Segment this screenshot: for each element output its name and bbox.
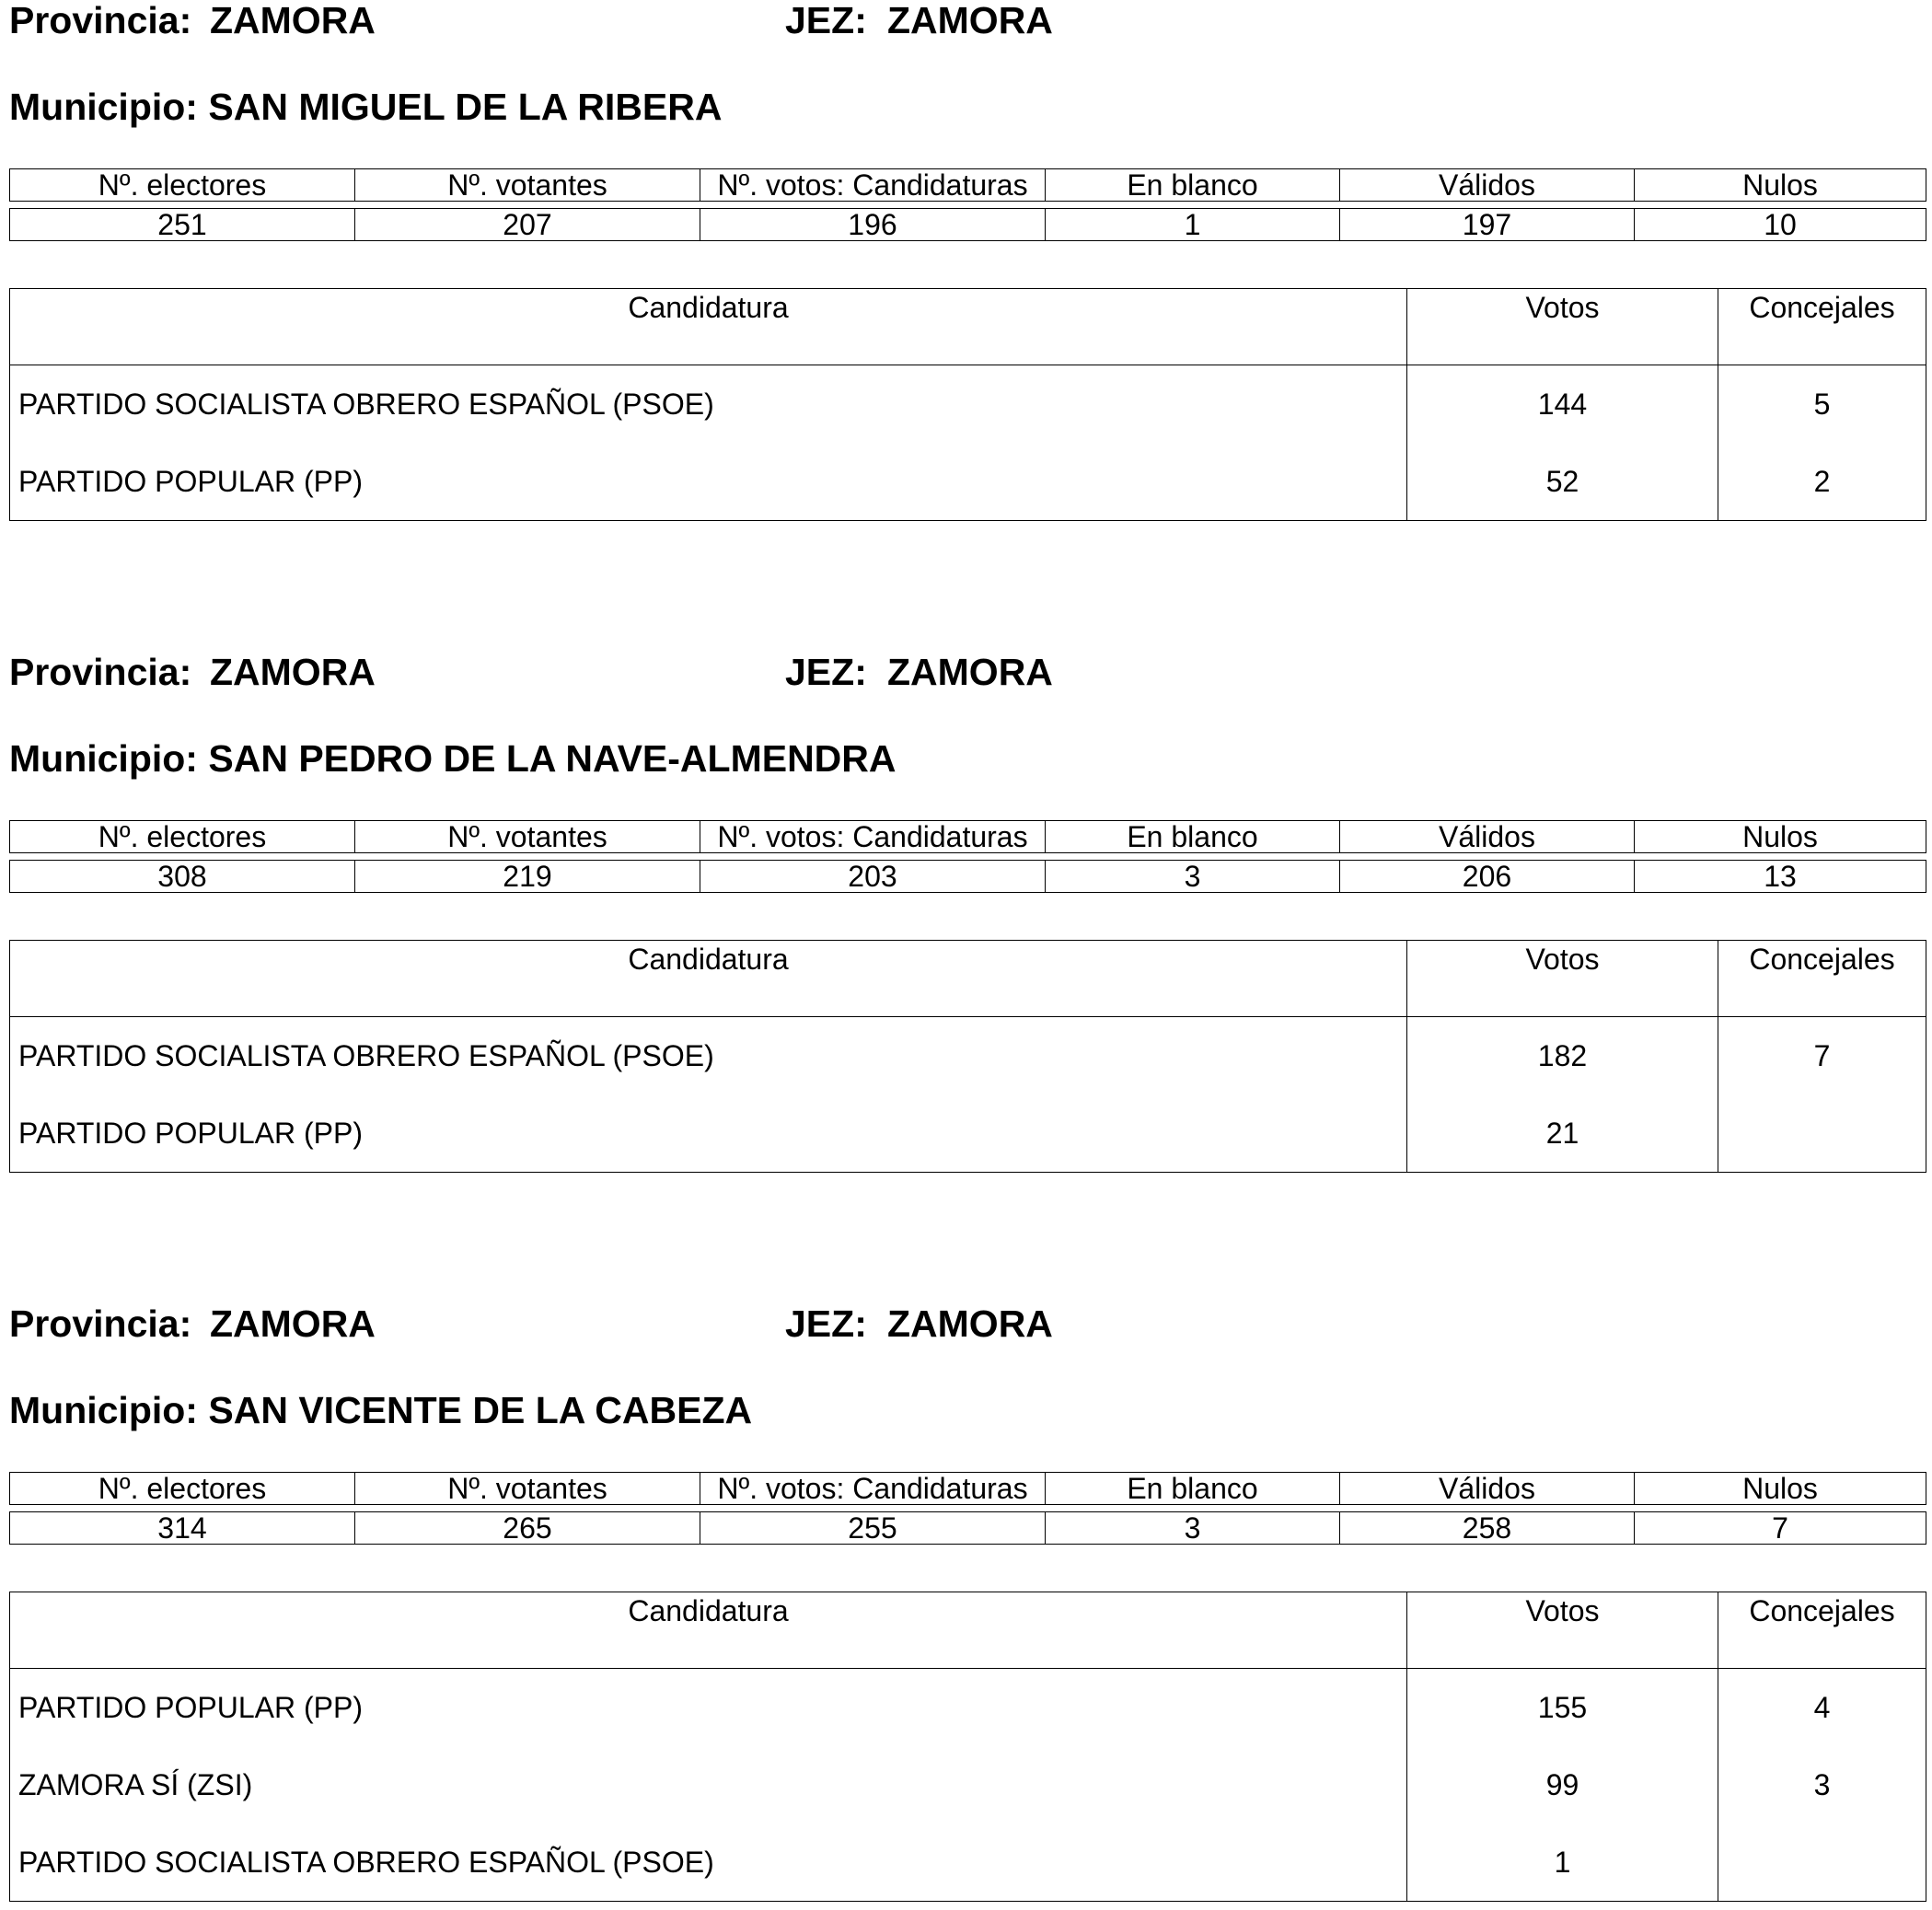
candidaturas-table	[9, 940, 1926, 1173]
value-votantes: 219	[355, 861, 700, 893]
candidatura-concejales	[1718, 1094, 1926, 1173]
table-row	[10, 443, 1926, 521]
candidaturas-table	[9, 1592, 1926, 1902]
candidatura-concejales: 3	[1718, 1746, 1926, 1823]
value-votantes: 265	[355, 1512, 700, 1545]
header-votos-candidaturas: Nº. votos: Candidaturas	[700, 169, 1046, 202]
candidatura-name: ZAMORA SÍ (ZSI)	[10, 1746, 1407, 1823]
candidatura-name: PARTIDO POPULAR (PP)	[10, 1669, 1407, 1747]
value-validos: 258	[1340, 1512, 1635, 1545]
value-en-blanco: 3	[1046, 861, 1340, 893]
value-electores: 308	[10, 861, 355, 893]
provincia-label: Provincia:	[9, 1302, 192, 1345]
stats-values-table	[9, 1511, 1926, 1545]
candidatura-name: PARTIDO SOCIALISTA OBRERO ESPAÑOL (PSOE)	[10, 1823, 1407, 1902]
municipio-value: SAN VICENTE DE LA CABEZA	[208, 1389, 753, 1431]
jez-label: JEZ:	[785, 1302, 867, 1345]
header-en-blanco: En blanco	[1046, 1473, 1340, 1505]
jez-value: ZAMORA	[887, 0, 1053, 41]
value-nulos: 7	[1635, 1512, 1926, 1545]
candidatura-votos: 144	[1407, 365, 1718, 444]
header-nulos: Nulos	[1635, 169, 1926, 202]
candidatura-concejales: 7	[1718, 1017, 1926, 1095]
stats-header-table	[9, 820, 1926, 853]
table-row	[10, 1823, 1926, 1902]
municipality-section	[0, 0, 1932, 644]
jez-value: ZAMORA	[887, 651, 1053, 693]
header-candidatura: Candidatura	[10, 941, 1407, 1017]
header-votantes: Nº. votantes	[355, 169, 700, 202]
header-votantes: Nº. votantes	[355, 821, 700, 853]
header-en-blanco: En blanco	[1046, 169, 1340, 202]
value-votos-candidaturas: 203	[700, 861, 1046, 893]
value-en-blanco: 1	[1046, 209, 1340, 241]
header-votos: Votos	[1407, 289, 1718, 365]
provincia-value: ZAMORA	[210, 651, 376, 693]
value-electores: 314	[10, 1512, 355, 1545]
table-row	[10, 1017, 1926, 1095]
header-en-blanco: En blanco	[1046, 821, 1340, 853]
candidatura-votos: 21	[1407, 1094, 1718, 1173]
header-electores: Nº. electores	[10, 1473, 355, 1505]
municipio-label: Municipio:	[9, 86, 198, 128]
candidatura-concejales: 2	[1718, 443, 1926, 521]
header-votos-candidaturas: Nº. votos: Candidaturas	[700, 821, 1046, 853]
municipality-section	[0, 1303, 1932, 1910]
stats-header-table	[9, 168, 1926, 202]
candidatura-name: PARTIDO POPULAR (PP)	[10, 1094, 1407, 1173]
value-en-blanco: 3	[1046, 1512, 1340, 1545]
table-row	[10, 1094, 1926, 1173]
value-nulos: 13	[1635, 861, 1926, 893]
value-validos: 197	[1340, 209, 1635, 241]
stats-header-table	[9, 1472, 1926, 1505]
value-votos-candidaturas: 255	[700, 1512, 1046, 1545]
jez-value: ZAMORA	[887, 1302, 1053, 1345]
value-nulos: 10	[1635, 209, 1926, 241]
candidatura-votos: 99	[1407, 1746, 1718, 1823]
provincia-label: Provincia:	[9, 0, 192, 41]
header-validos: Válidos	[1340, 821, 1635, 853]
header-electores: Nº. electores	[10, 821, 355, 853]
header-nulos: Nulos	[1635, 1473, 1926, 1505]
municipality-section	[0, 652, 1932, 1296]
header-concejales: Concejales	[1718, 1592, 1926, 1669]
table-row	[10, 1669, 1926, 1747]
municipio-title	[9, 88, 722, 126]
header-candidatura: Candidatura	[10, 1592, 1407, 1669]
candidatura-name: PARTIDO POPULAR (PP)	[10, 443, 1407, 521]
table-row	[10, 365, 1926, 444]
candidatura-name: PARTIDO SOCIALISTA OBRERO ESPAÑOL (PSOE)	[10, 1017, 1407, 1095]
value-votantes: 207	[355, 209, 700, 241]
municipio-title	[9, 737, 897, 780]
candidatura-votos: 1	[1407, 1823, 1718, 1902]
candidaturas-table	[9, 288, 1926, 521]
header-votantes: Nº. votantes	[355, 1473, 700, 1505]
value-votos-candidaturas: 196	[700, 209, 1046, 241]
header-nulos: Nulos	[1635, 821, 1926, 853]
provincia-label: Provincia:	[9, 651, 192, 693]
candidatura-votos: 52	[1407, 443, 1718, 521]
stats-values-table	[9, 860, 1926, 893]
municipio-value: SAN PEDRO DE LA NAVE-ALMENDRA	[208, 737, 897, 780]
header-concejales: Concejales	[1718, 289, 1926, 365]
header-validos: Válidos	[1340, 1473, 1635, 1505]
header-candidatura: Candidatura	[10, 289, 1407, 365]
candidatura-name: PARTIDO SOCIALISTA OBRERO ESPAÑOL (PSOE)	[10, 365, 1407, 444]
candidatura-concejales: 5	[1718, 365, 1926, 444]
header-votos: Votos	[1407, 941, 1718, 1017]
municipio-label: Municipio:	[9, 737, 198, 780]
value-electores: 251	[10, 209, 355, 241]
value-validos: 206	[1340, 861, 1635, 893]
jez-label: JEZ:	[785, 0, 867, 41]
candidatura-concejales	[1718, 1823, 1926, 1902]
header-votos-candidaturas: Nº. votos: Candidaturas	[700, 1473, 1046, 1505]
header-votos: Votos	[1407, 1592, 1718, 1669]
municipio-label: Municipio:	[9, 1389, 198, 1431]
municipio-value: SAN MIGUEL DE LA RIBERA	[208, 86, 723, 128]
header-electores: Nº. electores	[10, 169, 355, 202]
jez-label: JEZ:	[785, 651, 867, 693]
municipio-title	[9, 1389, 753, 1431]
provincia-value: ZAMORA	[210, 1302, 376, 1345]
candidatura-concejales: 4	[1718, 1669, 1926, 1747]
candidatura-votos: 155	[1407, 1669, 1718, 1747]
candidatura-votos: 182	[1407, 1017, 1718, 1095]
header-validos: Válidos	[1340, 169, 1635, 202]
header-concejales: Concejales	[1718, 941, 1926, 1017]
stats-values-table	[9, 208, 1926, 241]
provincia-value: ZAMORA	[210, 0, 376, 41]
table-row	[10, 1746, 1926, 1823]
